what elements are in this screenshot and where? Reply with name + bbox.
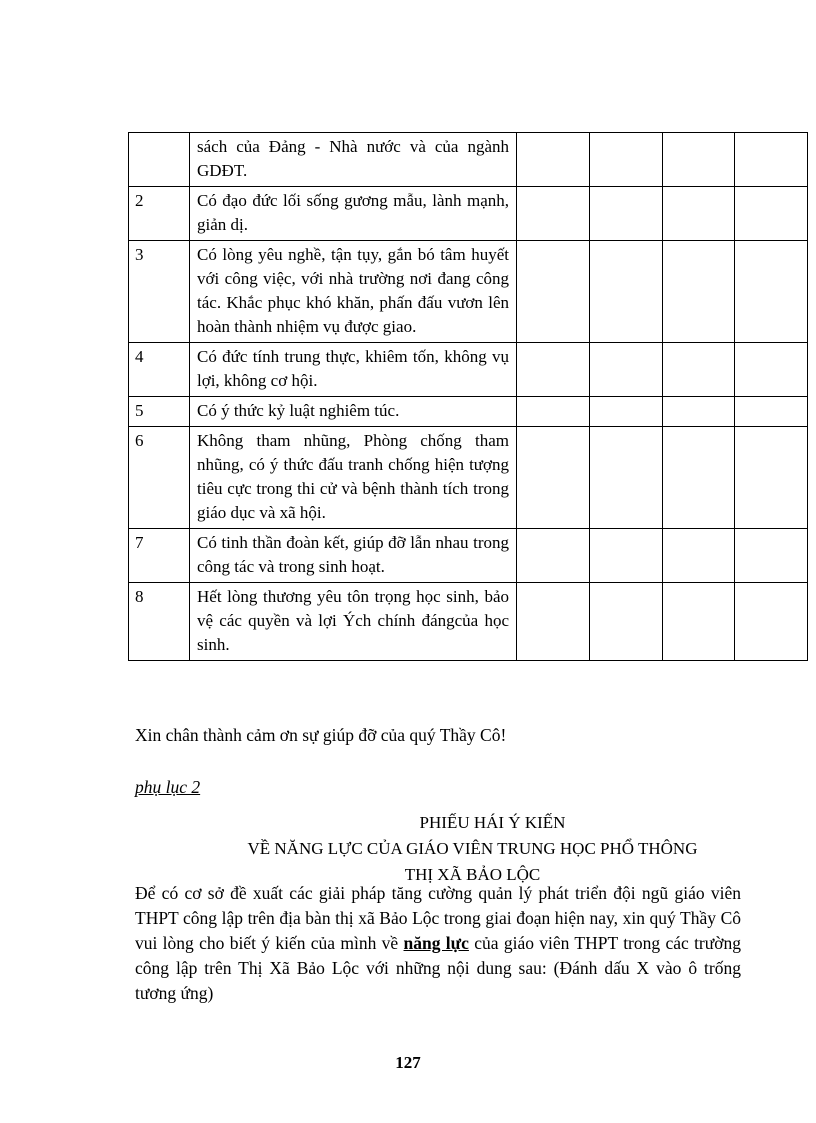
criterion-text: sách của Đảng - Nhà nước và của ngành GDĐT.	[190, 133, 517, 187]
table-row	[129, 187, 808, 241]
row-number	[129, 133, 190, 187]
rating-cell[interactable]	[735, 343, 808, 397]
rating-cell[interactable]	[517, 343, 590, 397]
criterion-text: Có đức tính trung thực, khiêm tốn, không vụ lợi, không cơ hội.	[190, 343, 517, 397]
rating-cell[interactable]	[517, 529, 590, 583]
rating-cell[interactable]	[589, 343, 662, 397]
rating-cell[interactable]	[735, 241, 808, 343]
rating-cell[interactable]	[735, 187, 808, 241]
table-row	[129, 397, 808, 427]
rating-cell[interactable]	[662, 397, 735, 427]
criterion-text: Không tham nhũng, Phòng chống tham nhũng, có ý thức đấu tranh chống hiện tượng tiêu cực trong thi cử và bệnh thành tích trong giáo dục và xã hội.	[190, 427, 517, 529]
intro-paragraph	[135, 881, 741, 1006]
rating-cell[interactable]	[662, 529, 735, 583]
criterion-text: Có đạo đức lối sống gương mẫu, lành mạnh, giản dị.	[190, 187, 517, 241]
title-line-3: THỊ XÃ BẢO LỘC	[404, 865, 541, 884]
intro-text-after: của giáo viên THPT trong các trường công lập trên Thị Xã Bảo Lộc với những nội dung sau: (Đánh dấu X vào ô trống tương ứng)	[135, 933, 741, 1003]
row-number: 4	[129, 343, 190, 397]
rating-cell[interactable]	[589, 529, 662, 583]
row-number: 2	[129, 187, 190, 241]
rating-cell[interactable]	[589, 241, 662, 343]
rating-cell[interactable]	[662, 187, 735, 241]
table-row	[129, 583, 808, 661]
rating-cell[interactable]	[517, 427, 590, 529]
rating-cell[interactable]	[589, 397, 662, 427]
rating-cell[interactable]	[662, 427, 735, 529]
intro-keyword: năng lực	[403, 933, 469, 953]
rating-cell[interactable]	[662, 583, 735, 661]
row-number: 3	[129, 241, 190, 343]
table-row	[129, 133, 808, 187]
criterion-text: Hết lòng thương yêu tôn trọng học sinh, bảo vệ các quyền và lợi Ých chính đángcủa học sinh.	[190, 583, 517, 661]
rating-cell[interactable]	[589, 427, 662, 529]
rating-cell[interactable]	[735, 529, 808, 583]
rating-cell[interactable]	[589, 187, 662, 241]
thanks-note: Xin chân thành cảm ơn sự giúp đỡ của quý Thầy Cô!	[135, 725, 507, 745]
page-number: 127	[395, 1053, 421, 1072]
table-row	[129, 241, 808, 343]
rating-cell[interactable]	[662, 133, 735, 187]
rating-cell[interactable]	[735, 427, 808, 529]
row-number: 5	[129, 397, 190, 427]
criterion-text: Có tinh thần đoàn kết, giúp đỡ lẫn nhau trong công tác và trong sinh hoạt.	[190, 529, 517, 583]
table-row	[129, 529, 808, 583]
criteria-table	[128, 132, 808, 661]
rating-cell[interactable]	[517, 241, 590, 343]
rating-cell[interactable]	[517, 583, 590, 661]
title-line-2: VỀ NĂNG LỰC CỦA GIÁO VIÊN TRUNG HỌC PHỔ THÔNG	[247, 839, 698, 858]
rating-cell[interactable]	[589, 133, 662, 187]
rating-cell[interactable]	[735, 133, 808, 187]
rating-cell[interactable]	[517, 187, 590, 241]
rating-cell[interactable]	[517, 133, 590, 187]
title-line-1: PHIẾU HÁI Ý KIẾN	[419, 813, 566, 832]
criterion-text: Có ý thức kỷ luật nghiêm túc.	[190, 397, 517, 427]
survey-title	[135, 810, 810, 888]
row-number: 7	[129, 529, 190, 583]
row-number: 8	[129, 583, 190, 661]
intro-text-before: Để có cơ sở đề xuất các giải pháp tăng cường quản lý phát triển đội ngũ giáo viên THPT công lập trên địa bàn thị xã Bảo Lộc trong giai đoạn hiện nay, xin quý Thầy Cô vui lòng cho biết ý kiến của mình về	[135, 883, 741, 953]
rating-cell[interactable]	[662, 241, 735, 343]
rating-cell[interactable]	[735, 397, 808, 427]
table-row	[129, 427, 808, 529]
rating-cell[interactable]	[735, 583, 808, 661]
rating-cell[interactable]	[517, 397, 590, 427]
rating-cell[interactable]	[662, 343, 735, 397]
row-number: 6	[129, 427, 190, 529]
table-row	[129, 343, 808, 397]
criterion-text: Có lòng yêu nghề, tận tụy, gắn bó tâm huyết với công việc, với nhà trường nơi đang công tác. Khắc phục khó khăn, phấn đấu vươn lên hoàn thành nhiệm vụ được giao.	[190, 241, 517, 343]
rating-cell[interactable]	[589, 583, 662, 661]
appendix-label: phụ lục 2	[135, 777, 201, 797]
